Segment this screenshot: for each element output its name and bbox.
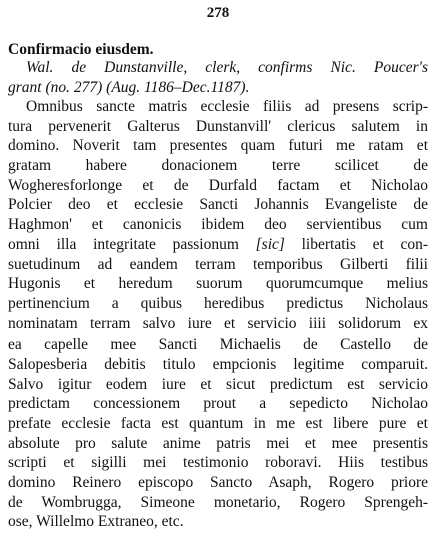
page-number: 278: [206, 5, 230, 21]
text-line: Omnibus sancte matris ecclesie filiis ad presens scrip-: [26, 98, 428, 115]
sic-marker: [sic]: [255, 235, 285, 253]
text-line: domino. Noverit tam presentes quam futuri me ratam et: [8, 137, 428, 155]
text-line: Wogheresforlonge et de Durfald factam et Nicholao: [8, 176, 428, 194]
text-line: absolute pro salute anime patris mei et mee presentis: [8, 434, 428, 452]
charter-text: [8, 97, 428, 532]
summary-line: Wal. de Dunstanville, clerk, confirms Nic. Poucer's: [26, 59, 428, 76]
text-line: ea capelle mee Sancti Michaelis de Castello de: [8, 336, 428, 354]
text-line: suetudinum ad eandem terram temporibus Gilberti filii: [8, 255, 428, 273]
charter-summary: [8, 58, 428, 97]
text-line: omni illa integritate passionum [sic] libertatis et con-: [8, 235, 428, 253]
text-line: Haghmon' et canonicis ibidem deo servientibus cum: [8, 216, 428, 234]
text-line: pertinencium a quibus heredibus predictus Nicholaus: [8, 294, 428, 312]
summary-line: grant (no. 277) (Aug. 1186–Dec.1187).: [8, 78, 250, 96]
text-line: scripti et sigilli mei testimonio roboravi. Hiis testibus: [8, 454, 428, 472]
text-line: nominatam terram salvo iure et servicio iiii solidorum ex: [8, 314, 428, 332]
text-line: prefate ecclesie facta est quantum in me est libere pure et: [8, 415, 428, 432]
text-line: de Wombrugga, Simeone monetario, Rogero Sprengeh-: [8, 493, 428, 511]
text-line: domino Reinero episcopo Sancto Asaph, Rogero priore: [8, 474, 428, 492]
text-line: predictam concessionem prout a sepedicto Nicholao: [8, 395, 428, 413]
text-line: Polcier deo et ecclesie Sancti Johannis Evangeliste de: [8, 196, 428, 214]
text-line: ose, Willelmo Extraneo, etc.: [8, 513, 184, 531]
charter-heading: Confirmacio eiusdem.: [8, 41, 154, 58]
text-line: Salvo igitur eodem iure et sicut predictum est servicio: [8, 375, 428, 393]
text-line: Salopesberia debitis titulo empcionis legitime comparuit.: [8, 355, 428, 373]
text-line: Hugonis et heredum suorum quorumcumque melius: [8, 275, 428, 293]
text-line: tura pervenerit Galterus Dunstanvill' clericus salutem in: [8, 117, 428, 135]
text-line: gratam habere donacionem terre scilicet de: [8, 157, 428, 175]
